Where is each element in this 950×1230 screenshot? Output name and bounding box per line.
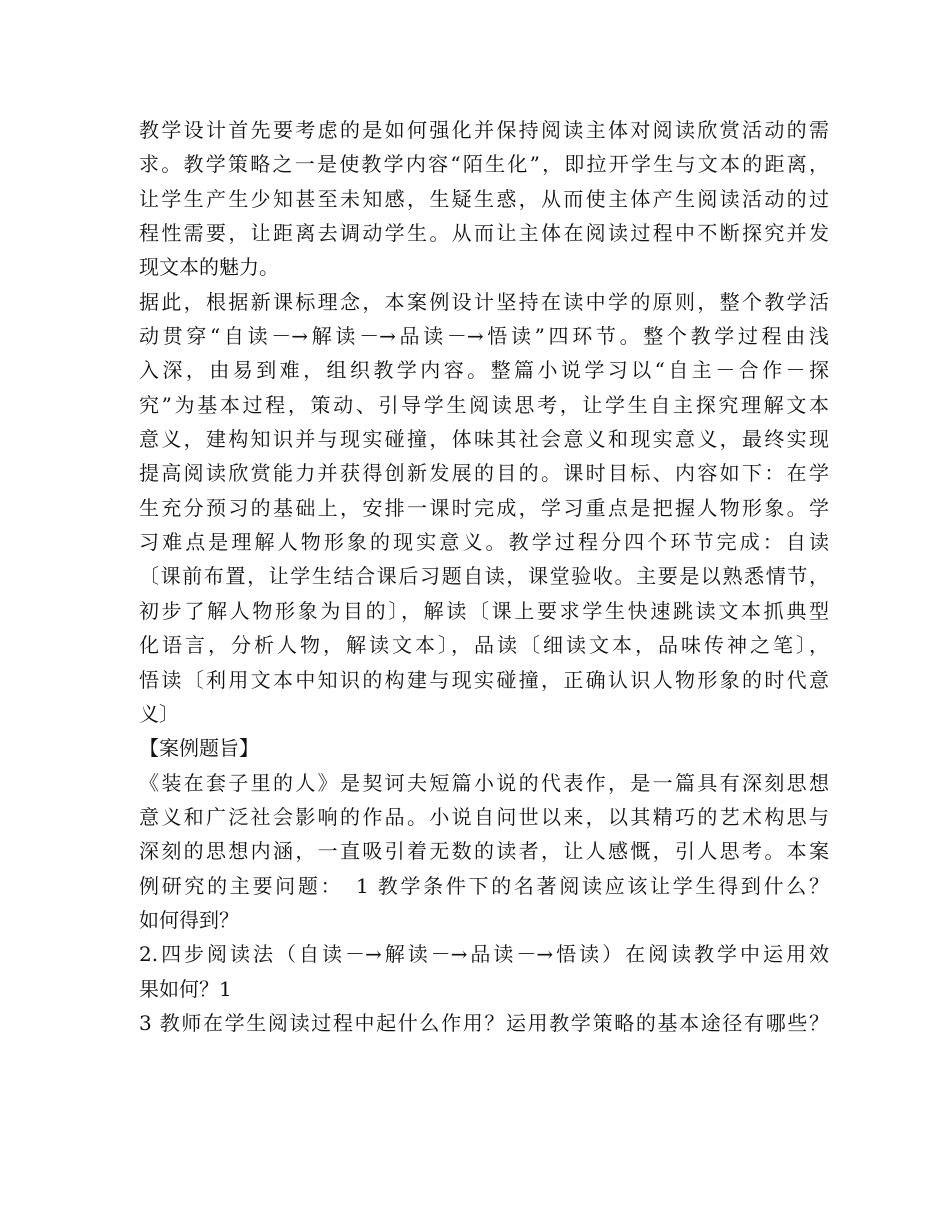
text-line: 2.四步阅读法（自读－→解读－→品读－→悟读）在阅读教学中运用效 [139, 942, 829, 967]
text-line: 究”为基本过程，策动、引导学生阅读思考，让学生自主探究理解文本 [139, 392, 829, 417]
text-line: 3 教师在学生阅读过程中起什么作用？运用教学策略的基本途径有哪些？ [139, 1010, 829, 1035]
text-line: 深刻的思想内涵，一直吸引着无数的读者，让人感慨，引人思考。本案 [139, 839, 829, 864]
text-line: 让学生产生少知甚至未知感，生疑生惑，从而使主体产生阅读活动的过 [139, 186, 829, 211]
text-line: 动贯穿“自读－→解读－→品读－→悟读”四环节。整个教学过程由浅 [139, 324, 829, 349]
text-line: 化语言，分析人物，解读文本〕，品读〔细读文本，品味传神之笔〕， [139, 633, 829, 658]
text-line: 入深，由易到难，组织教学内容。整篇小说学习以“自主－合作－探 [139, 358, 829, 383]
text-line: 习难点是理解人物形象的现实意义。教学过程分四个环节完成：自读 [139, 530, 829, 555]
text-line: 教学设计首先要考虑的是如何强化并保持阅读主体对阅读欣赏活动的需 [139, 118, 829, 142]
text-line: 求。教学策略之一是使教学内容“陌生化”，即拉开学生与文本的距离， [139, 152, 829, 177]
text-line: 《装在套子里的人》是契诃夫短篇小说的代表作，是一篇具有深刻思想 [139, 770, 829, 795]
text-line: 现文本的魅力。 [139, 255, 279, 280]
text-line: 生充分预习的基础上，安排一课时完成，学习重点是把握人物形象。学 [139, 495, 829, 520]
text-line: 据此，根据新课标理念，本案例设计坚持在读中学的原则，整个教学活 [139, 289, 829, 314]
text-line: 果如何？1 [139, 976, 232, 1001]
document-body [139, 113, 829, 1040]
text-line: 〔课前布置，让学生结合课后习题自读，课堂验收。主要是以熟悉情节， [139, 564, 829, 589]
text-line: 程性需要，让距离去调动学生。从而让主体在阅读过程中不断探究并发 [139, 221, 829, 246]
text-line: 悟读〔利用文本中知识的构建与现实碰撞，正确认识人物形象的时代意 [139, 667, 829, 692]
text-line: 提高阅读欣赏能力并获得创新发展的目的。课时目标、内容如下：在学 [139, 461, 829, 486]
text-line: 意义，建构知识并与现实碰撞，体味其社会意义和现实意义，最终实现 [139, 427, 829, 452]
text-line: 初步了解人物形象为目的〕，解读〔课上要求学生快速跳读文本抓典型 [139, 598, 829, 623]
section-heading: 【案例题旨】 [139, 736, 259, 761]
text-line: 意义和广泛社会影响的作品。小说自问世以来，以其精巧的艺术构思与 [139, 804, 829, 829]
text-line: 义〕 [139, 701, 179, 726]
text-line: 例研究的主要问题： 1 教学条件下的名著阅读应该让学生得到什么？ [139, 873, 829, 898]
text-line: 如何得到？ [139, 907, 239, 932]
